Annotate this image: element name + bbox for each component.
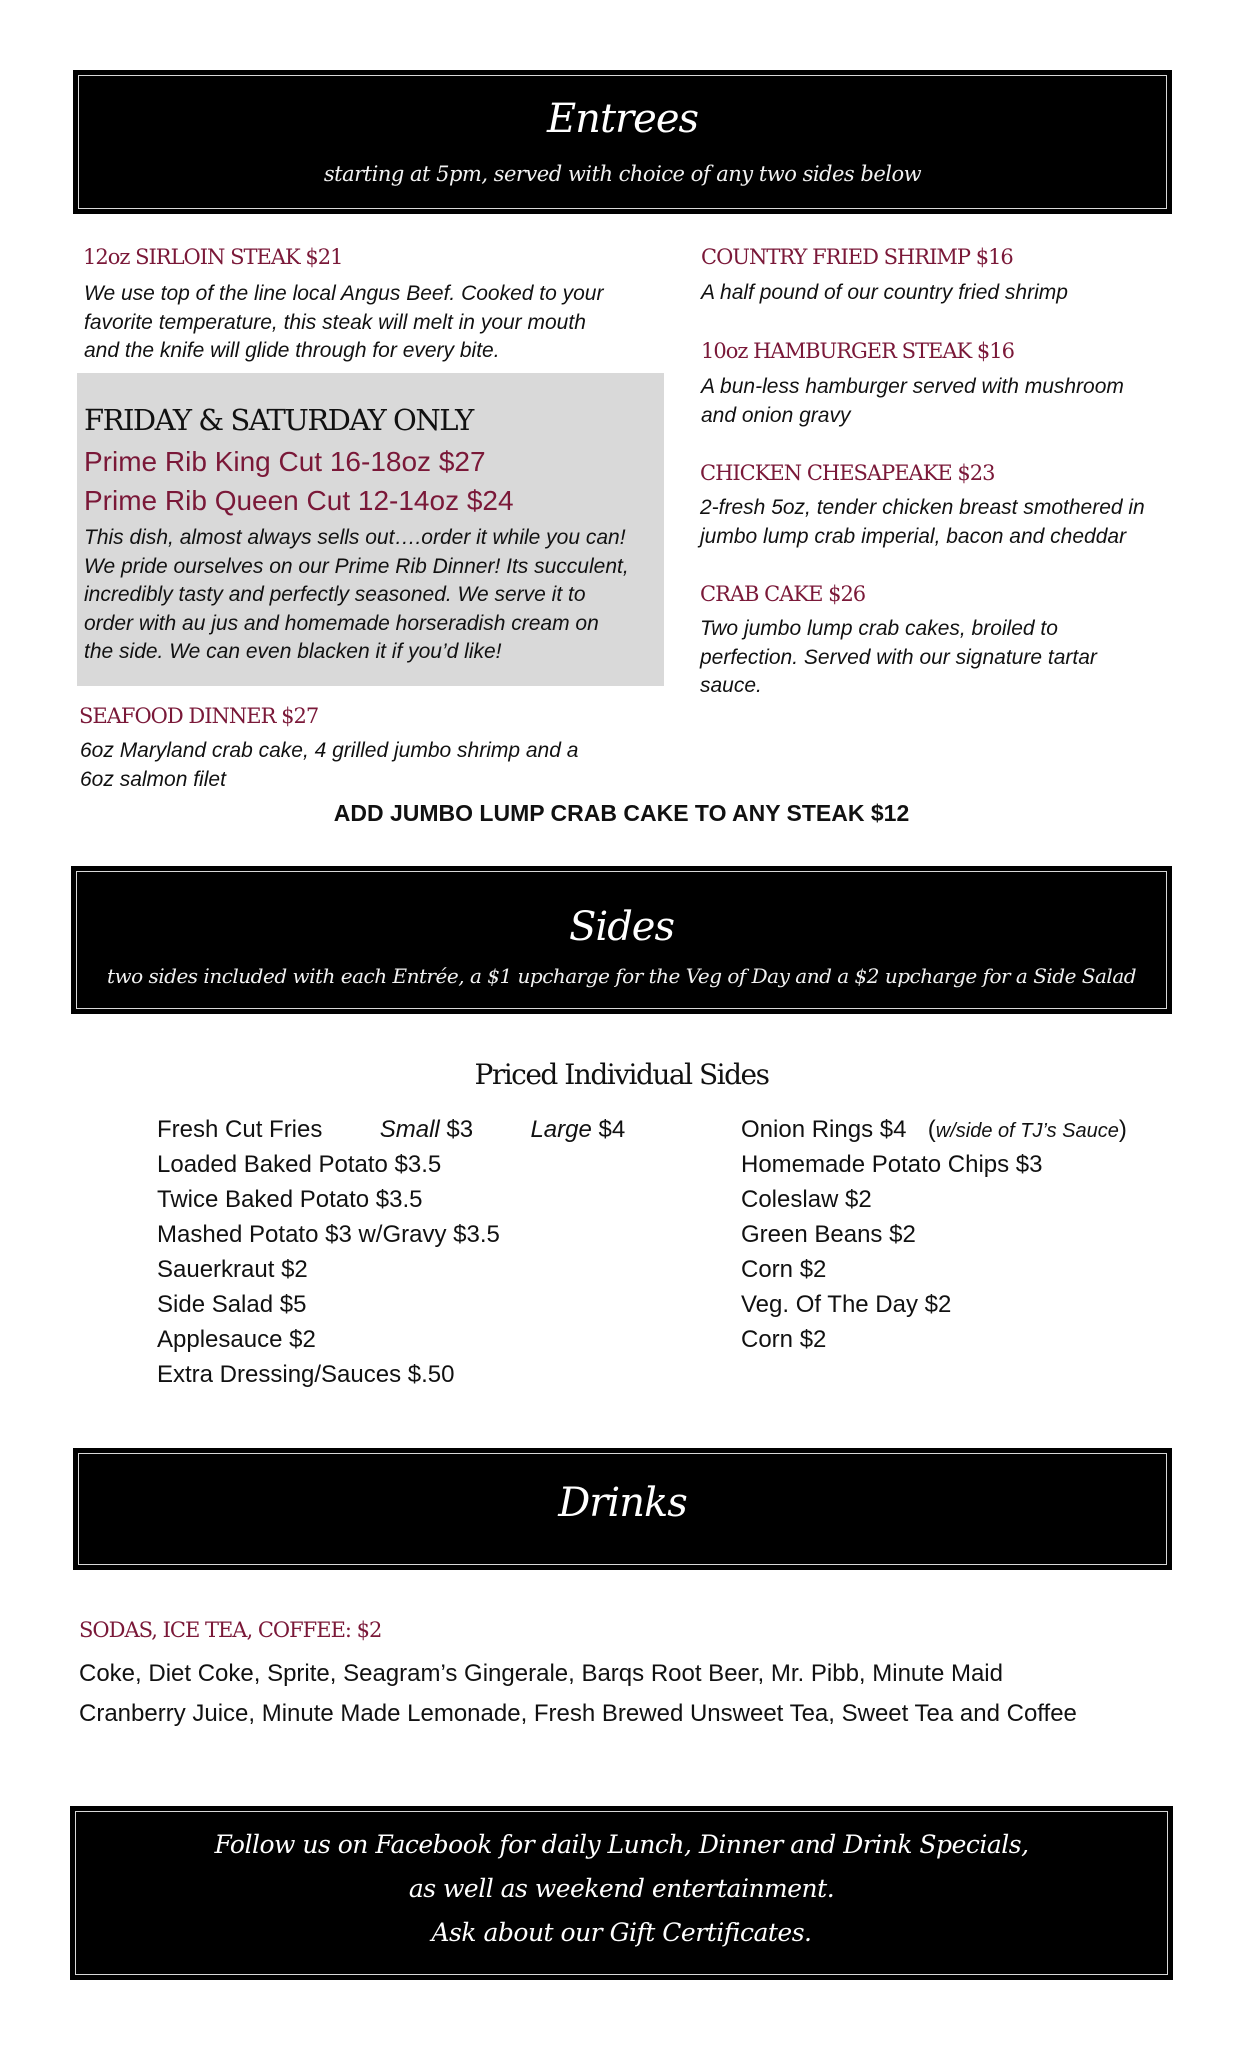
side-item: Sauerkraut $2	[157, 1256, 308, 1283]
fries-small-price: $3	[446, 1116, 474, 1143]
entree-title-chicken: CHICKEN CHESAPEAKE $23	[700, 461, 995, 485]
entree-title-seafood: SEAFOOD DINNER $27	[79, 704, 319, 728]
drinks-line: Coke, Diet Coke, Sprite, Seagram’s Gingerale, Barqs Root Beer, Mr. Pibb, Minute Maid	[79, 1660, 1003, 1687]
entree-title-sirloin: 12oz SIRLOIN STEAK $21	[83, 245, 343, 269]
desc-line: We pride ourselves on our Prime Rib Dinner! Its succulent,	[84, 554, 629, 578]
side-onion-rings	[741, 1116, 1127, 1144]
desc-line: 2-fresh 5oz, tender chicken breast smothered in	[700, 496, 1145, 519]
onion-rings-note-open: (	[927, 1116, 936, 1143]
onion-rings-name: Onion Rings $4	[741, 1116, 907, 1143]
entree-desc-shrimp	[701, 279, 1068, 308]
side-item: Twice Baked Potato $3.5	[157, 1186, 423, 1213]
drinks-line: Cranberry Juice, Minute Made Lemonade, Fresh Brewed Unsweet Tea, Sweet Tea and Coffee	[79, 1700, 1077, 1727]
footer-line: as well as weekend entertainment.	[408, 1874, 835, 1903]
fries-large-label: Large	[530, 1116, 592, 1143]
footer-line: Follow us on Facebook for daily Lunch, Dinner and Drink Specials,	[214, 1830, 1029, 1859]
sides-subtitle: two sides included with each Entrée, a $1 upcharge for the Veg of Day and a $2 upcharge for a Side Salad	[106, 964, 1137, 988]
desc-line: 6oz salmon filet	[80, 767, 226, 791]
entrees-title: Entrees	[546, 96, 699, 142]
desc-line: and onion gravy	[701, 403, 851, 427]
footer-banner	[70, 1806, 1173, 1980]
desc-line: incredibly tasty and perfectly seasoned. We serve it to	[84, 583, 586, 606]
desc-line: Two jumbo lump crab cakes, broiled to	[700, 617, 1058, 640]
desc-line: perfection. Served with our signature tartar	[700, 645, 1097, 669]
prime-rib-king-cut: Prime Rib King Cut 16-18oz $27	[84, 446, 486, 477]
side-item: Loaded Baked Potato $3.5	[157, 1151, 442, 1178]
special-heading: FRIDAY & SATURDAY ONLY	[84, 403, 473, 437]
entrees-banner	[73, 70, 1172, 214]
entrees-subtitle: starting at 5pm, served with choice of any two sides below	[323, 162, 922, 186]
side-item: Coleslaw $2	[741, 1186, 872, 1213]
side-item: Side Salad $5	[157, 1291, 307, 1318]
entree-title-hamburger: 10oz HAMBURGER STEAK $16	[701, 339, 1014, 363]
side-item: Green Beans $2	[741, 1221, 916, 1248]
side-item: Mashed Potato $3 w/Gravy $3.5	[157, 1221, 500, 1248]
desc-line: and the knife will glide through for every bite.	[84, 339, 500, 362]
side-item: Homemade Potato Chips $3	[741, 1151, 1043, 1178]
desc-line: jumbo lump crab imperial, bacon and cheddar	[700, 524, 1127, 548]
drinks-banner	[73, 1448, 1172, 1570]
desc-line: 6oz Maryland crab cake, 4 grilled jumbo shrimp and a	[80, 739, 579, 762]
side-fries	[157, 1116, 625, 1144]
desc-line: favorite temperature, this steak will melt in your mouth	[84, 310, 586, 334]
sides-banner	[71, 866, 1172, 1014]
desc-line: We use top of the line local Angus Beef. Cooked to your	[84, 282, 604, 305]
prime-rib-queen-cut: Prime Rib Queen Cut 12-14oz $24	[84, 485, 514, 516]
entree-title-shrimp: COUNTRY FRIED SHRIMP $16	[701, 245, 1013, 269]
fries-name: Fresh Cut Fries	[157, 1116, 323, 1143]
footer-line: Ask about our Gift Certificates.	[431, 1918, 812, 1947]
desc-line: the side. We can even blacken it if you’d like!	[84, 640, 502, 663]
fries-large-price: $4	[598, 1116, 626, 1143]
side-item: Corn $2	[741, 1256, 827, 1283]
drinks-category: SODAS, ICE TEA, COFFEE: $2	[79, 1618, 382, 1642]
entree-desc-sirloin	[84, 280, 603, 366]
priced-sides-heading: Priced Individual Sides	[474, 1058, 769, 1091]
desc-line: order with au jus and homemade horseradish cream on	[84, 611, 599, 635]
entree-desc-crabcake	[700, 615, 1097, 701]
onion-rings-note-close: )	[1118, 1116, 1127, 1143]
entree-desc-chicken	[700, 494, 1145, 551]
side-item: Veg. Of The Day $2	[741, 1291, 952, 1318]
desc-line: A half pound of our country fried shrimp	[701, 281, 1068, 304]
desc-line: sauce.	[700, 674, 762, 697]
side-item: Corn $2	[741, 1326, 827, 1353]
drinks-title: Drinks	[558, 1480, 687, 1526]
entree-desc-hamburger	[701, 373, 1124, 430]
side-item: Extra Dressing/Sauces $.50	[157, 1361, 455, 1388]
desc-line: A bun-less hamburger served with mushroom	[701, 375, 1124, 398]
desc-line: This dish, almost always sells out….order it while you can!	[84, 526, 626, 549]
entree-desc-seafood	[80, 737, 578, 794]
onion-rings-note: w/side of TJ’s Sauce	[935, 1120, 1119, 1142]
entree-title-crabcake: CRAB CAKE $26	[700, 582, 866, 606]
sides-title: Sides	[569, 904, 674, 950]
special-desc	[84, 524, 629, 667]
crab-cake-addon: ADD JUMBO LUMP CRAB CAKE TO ANY STEAK $12	[333, 800, 910, 826]
fries-small-label: Small	[379, 1116, 440, 1143]
side-item: Applesauce $2	[157, 1326, 316, 1353]
